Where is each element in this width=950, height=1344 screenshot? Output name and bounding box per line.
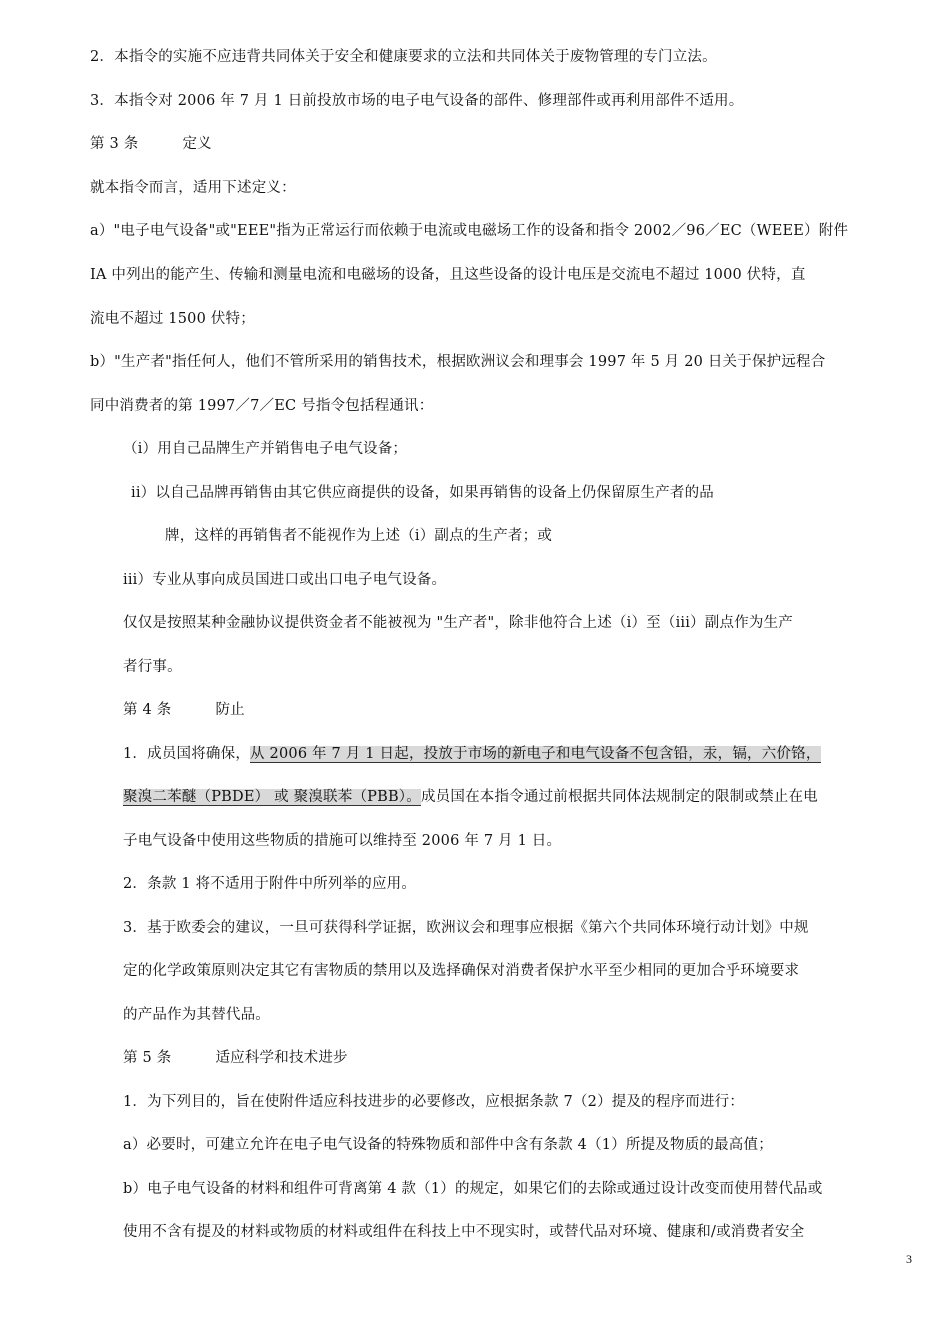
article-4-para-3-line-2: 定的化学政策原则决定其它有害物质的禁用以及选择确保对消费者保护水平至少相同的更加合乎环境要求 bbox=[123, 963, 800, 979]
subpoint-i: （i）用自己品牌生产并销售电子电气设备； bbox=[123, 441, 408, 457]
definition-b-line-2: 同中消费者的第 1997／7／EC 号指令包括程通讯： bbox=[90, 398, 434, 414]
article-3-number: 第 3 条 bbox=[90, 136, 139, 152]
highlighted-restriction-text-continued: 聚溴二苯醚（PBDE） 或 聚溴联苯（PBB）。 bbox=[123, 789, 421, 805]
article-5-point-b-line-2: 使用不含有提及的材料或物质的材料或组件在科技上中不现实时，或替代品对环境、健康和/或消费者安全 bbox=[123, 1224, 805, 1240]
definition-a-line-2: ⅠA 中列出的能产生、传输和测量电流和电磁场的设备，且这些设备的设计电压是交流电不超过 1000 伏特，直 bbox=[90, 267, 806, 283]
page-number: 3 bbox=[906, 1252, 912, 1266]
article-5-number: 第 5 条 bbox=[123, 1050, 172, 1066]
financier-clause-line-1: 仅仅是按照某种金融协议提供资金者不能被视为 "生产者"，除非他符合上述（i）至（iii）副点作为生产 bbox=[123, 615, 793, 631]
definitions-intro: 就本指令而言，适用下述定义： bbox=[90, 180, 296, 196]
para-1-prefix: 1．成员国将确保， bbox=[123, 746, 251, 762]
definition-a-line-3: 流电不超过 1500 伏特； bbox=[90, 311, 255, 327]
paragraph-3-scope: 3．本指令对 2006 年 7 月 1 日前投放市场的电子电气设备的部件、修理部件或再利用部件不适用。 bbox=[90, 93, 744, 109]
subpoint-ii-line-1: ii）以自己品牌再销售由其它供应商提供的设备，如果再销售的设备上仍保留原生产者的品 bbox=[131, 485, 714, 501]
definition-b-line-1: b）"生产者"指任何人，他们不管所采用的销售技术，根据欧洲议会和理事会 1997 年 5 月 20 日关于保护远程合 bbox=[90, 354, 826, 370]
article-3-heading bbox=[90, 134, 910, 154]
highlighted-restriction-text: 从 2006 年 7 月 1 日起，投放于市场的新电子和电气设备不包含铅，汞，镉，六价铬， bbox=[250, 746, 821, 762]
article-4-title: 防止 bbox=[215, 702, 245, 718]
article-5-para-1: 1．为下列目的，旨在使附件适应科技进步的必要修改，应根据条款 7（2）提及的程序而进行： bbox=[123, 1094, 745, 1110]
article-4-para-1-line-3: 子电气设备中使用这些物质的措施可以维持至 2006 年 7 月 1 日。 bbox=[123, 833, 562, 849]
article-5-heading bbox=[123, 1048, 943, 1068]
article-5-point-b-line-1: b）电子电气设备的材料和组件可背离第 4 款（1）的规定，如果它们的去除或通过设计改变而使用替代品或 bbox=[123, 1181, 823, 1197]
article-4-para-1-line-1 bbox=[123, 744, 943, 764]
article-4-para-3-line-1: 3．基于欧委会的建议，一旦可获得科学证据，欧洲议会和理事应根据《第六个共同体环境行动计划》中规 bbox=[123, 920, 809, 936]
subpoint-ii-line-2: 牌，这样的再销售者不能视作为上述（i）副点的生产者；或 bbox=[165, 528, 553, 544]
article-4-para-3-line-3: 的产品作为其替代品。 bbox=[123, 1007, 270, 1023]
article-4-heading bbox=[123, 700, 943, 720]
article-5-point-a: a）必要时，可建立允许在电子电气设备的特殊物质和部件中含有条款 4（1）所提及物质的最高值； bbox=[123, 1137, 773, 1153]
article-4-para-2: 2．条款 1 将不适用于附件中所列举的应用。 bbox=[123, 876, 417, 892]
article-5-title: 适应科学和技术进步 bbox=[215, 1050, 348, 1066]
article-3-title: 定义 bbox=[182, 136, 212, 152]
article-4-para-1-line-2 bbox=[123, 787, 943, 807]
para-1-continuation: 成员国在本指令通过前根据共同体法规制定的限制或禁止在电 bbox=[420, 789, 818, 805]
definition-a-line-1: a）"电子电气设备"或"EEE"指为正常运行而依赖于电流或电磁场工作的设备和指令 2002／96／EC（WEEE）附件 bbox=[90, 223, 849, 239]
paragraph-2-scope: 2．本指令的实施不应违背共同体关于安全和健康要求的立法和共同体关于废物管理的专门立法。 bbox=[90, 49, 717, 65]
financier-clause-line-2: 者行事。 bbox=[123, 659, 182, 675]
article-4-number: 第 4 条 bbox=[123, 702, 172, 718]
subpoint-iii: iii）专业从事向成员国进口或出口电子电气设备。 bbox=[123, 572, 447, 588]
